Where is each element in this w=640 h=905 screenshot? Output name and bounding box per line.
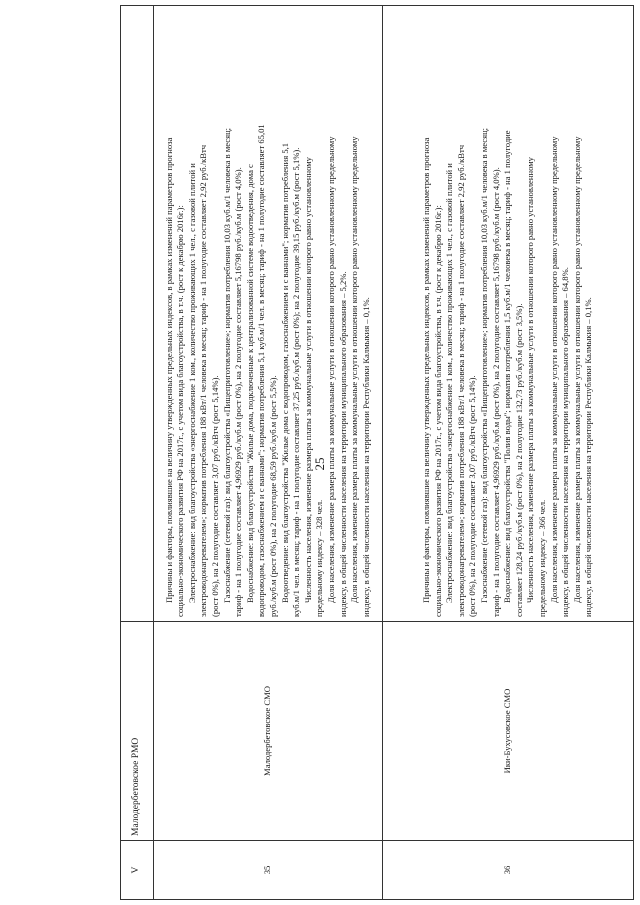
rotated-table-wrapper <box>120 5 630 900</box>
row-number: 36 <box>383 841 634 900</box>
page-number: 25 <box>312 457 327 471</box>
municipality-name: Малодербетовское СМО <box>154 622 383 841</box>
text-line: (рост 0%), на 2 полугодие составляет 3,07 руб./кВтч (рост 5,14%). <box>210 375 221 617</box>
text-line: предельному индексу – 328 чел. <box>314 499 325 617</box>
text-line: Доля населения, изменение размера платы за коммунальные услуги в отношении которого равно установленному предельному <box>349 136 360 603</box>
header-num-cell: V <box>121 841 154 900</box>
text-line: Численность населения, изменение размера платы за коммунальные услуги в отношении которого равно установленному <box>525 157 536 603</box>
text-line: куб.м/1 чел. в месяц; тариф - на 1 полугодие составляет 37,25 руб./куб.м (рост 0%); на 2 полугодие 39,15 руб./куб.м (рост 5,1%). <box>291 147 302 617</box>
row-description <box>421 10 595 617</box>
text-line: Причины и факторы, повлиявшие на величину утвержденных предельных индексов, в рамках изменений параметров прогноза <box>421 137 432 603</box>
text-line: Доля населения, изменение размера платы за коммунальные услуги в отношении которого равно установленному предельному <box>548 136 559 603</box>
tariff-table <box>120 5 634 900</box>
text-line: руб./куб.м (рост 0%), на 2 полугодие 68,59 руб./куб.м (рост 5,5%). <box>268 375 278 617</box>
header-empty-cell <box>121 6 154 622</box>
text-line: тариф - на 1 полугодие составляет 4,96929 руб./куб.м (рост 0%), на 2 полугодие составляет 5,16798 руб./куб.м (рост 4,0%). <box>233 167 244 617</box>
text-line: тариф - на 1 полугодие составляет 4,96929 руб./куб.м (рост 0%), на 2 полугодие составляет 5,16798 руб./куб.м (рост 4,0%). <box>490 167 501 617</box>
text-line: Численность населения, изменение размера платы за коммунальные услуги в отношении которого равно установленному <box>302 157 313 603</box>
municipality-name: Ики-Бухусовское СМО <box>383 622 634 841</box>
text-line: Доля населения, изменение размера платы за коммунальные услуги в отношении которого равно установленному предельному <box>571 136 582 603</box>
text-line: Водоснабжение: вид благоустройства "Полив воды"; норматив потребления 1,5 куб.м/1 человека в месяц; тариф - на 1 полугодие <box>502 130 513 603</box>
text-line: Электроснабжение: вид благоустройства «энергоснабжение 1 ком., количество проживающих 1 чел., с газовой плитой и <box>444 163 455 603</box>
text-line: Причины и факторы, повлиявшие на величину утвержденных предельных индексов, в рамках изменений параметров прогноза <box>163 137 174 603</box>
text-line: (рост 0%), на 2 полугодие составляет 3,07 руб./кВтч (рост 5,14%). <box>467 375 478 617</box>
row-number: 35 <box>154 841 383 900</box>
row-description-cell <box>383 6 634 622</box>
text-line: Газоснабжение (сетевой газ): вид благоустройства «Пищеприготовление»; норматив потребления 10,03 куб.м/1 человека в месяц; <box>479 127 490 603</box>
text-line: индексу, в общей численности населения на территории Республики Калмыкия – 0,1%. <box>360 297 371 617</box>
text-line: социально-экономического развития РФ на 2017г., с учетом вида благоустройства, в т.ч. (рост к декабрю 2016г.): <box>175 205 186 617</box>
text-line: Водоотведение: вид благоустройства "Жилые дома с водопроводом, газоснабжением и с ваннами"; норматив потребления 5,1 <box>279 142 290 603</box>
header-district-cell: Малодербетовское РМО <box>121 622 154 841</box>
row-description-cell <box>154 6 383 622</box>
text-line: Водоснабжение: вид благоустройства "Жилые дома, подключенные к централизованной системе водоотведения, дома с <box>244 164 255 603</box>
table-row <box>154 6 383 900</box>
text-line: электроводонагревателем»; норматив потребления 188 кВт/1 человека в месяц; тариф - на 1 полугодие составляет 2,92 руб./кВтч <box>198 144 209 617</box>
text-line: составляет 128,24 руб./куб.м (рост 0%), на 2 полугодие 132,73 руб./куб.м (рост 3,5%). <box>513 303 524 617</box>
text-line: водопроводом, газоснабжением и с ваннами"; норматив потребления 5,1 куб.м/1 чел. в месяц; тариф - на 1 полугодие составляет 65,01 <box>256 124 267 617</box>
text-line: индексу, в общей численности населения на территории Республики Калмыкия – 0,1%. <box>583 297 594 617</box>
text-line: Электроснабжение: вид благоустройства «энергоснабжение 1 ком., количество проживающих 1 чел., с газовой плитой и <box>186 163 197 603</box>
text-line: индексу, в общей численности населения на территории муниципального образования – 5,2%. <box>337 271 348 617</box>
text-line: Газоснабжение (сетевой газ): вид благоустройства «Пищеприготовление»; норматив потребления 10,03 куб.м/1 человека в месяц; <box>221 127 232 603</box>
text-line: индексу, в общей численности населения на территории муниципального образования – 64,8%. <box>560 267 571 617</box>
text-line: предельному индексу – 366 чел. <box>536 499 547 617</box>
table-header-row <box>121 6 154 900</box>
text-line: электроводонагревателем»; норматив потребления 188 кВт/1 человека в месяц; тариф - на 1 полугодие составляет 2,92 руб./кВтч <box>455 144 466 617</box>
table-row <box>383 6 634 900</box>
row-description <box>164 10 373 617</box>
text-line: Доля населения, изменение размера платы за коммунальные услуги в отношении которого равно установленному предельному <box>325 136 336 603</box>
text-line: социально-экономического развития РФ на 2017г., с учетом вида благоустройства, в т.ч. (рост к декабрю 2016г.): <box>432 205 443 617</box>
